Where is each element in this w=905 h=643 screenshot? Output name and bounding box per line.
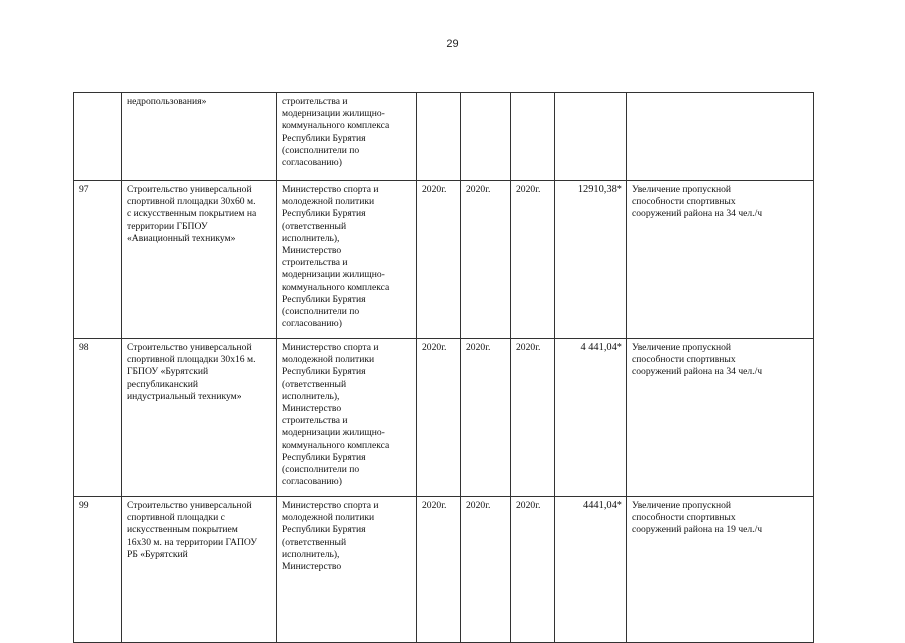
table-row <box>74 181 814 339</box>
measure-name-cell: Строительство универсальной спортивной площадки 30х60 м. с искусственным покрытием на территории ГБПОУ «Авиационный техникум» <box>122 181 277 339</box>
result-cell: Увеличение пропускной способности спортивных сооружений района на 34 чел./ч <box>627 181 814 339</box>
measure-name-cell: Строительство универсальной спортивной площадки с искусственным покрытием 16х30 м. на территории ГАПОУ РБ «Бурятский <box>122 497 277 643</box>
year-start-cell: 2020г. <box>417 339 461 497</box>
year-start-cell: 2020г. <box>417 181 461 339</box>
result-cell <box>627 93 814 181</box>
year-start-cell: 2020г. <box>417 497 461 643</box>
row-number-cell <box>74 93 122 181</box>
year-mid-cell <box>461 93 511 181</box>
year-mid-cell: 2020г. <box>461 181 511 339</box>
year-end-cell: 2020г. <box>511 339 555 497</box>
measure-name-cell: Строительство универсальной спортивной площадки 30х16 м. ГБПОУ «Бурятский республиканский индустриальный техникум» <box>122 339 277 497</box>
amount-cell: 12910,38* <box>555 181 627 339</box>
row-number-cell: 97 <box>74 181 122 339</box>
table-row <box>74 93 814 181</box>
table-row <box>74 339 814 497</box>
amount-cell <box>555 93 627 181</box>
amount-cell: 4 441,04* <box>555 339 627 497</box>
year-end-cell <box>511 93 555 181</box>
measures-table <box>73 92 814 643</box>
executor-cell: Министерство спорта и молодежной политики Республики Бурятия (ответственный исполнитель), Министерство строительства и модернизации жилищно- коммунального комплекса Республики Бурятия (соисполнители по согласованию) <box>277 181 417 339</box>
page-number: 29 <box>446 38 459 50</box>
year-end-cell: 2020г. <box>511 497 555 643</box>
row-number-cell: 99 <box>74 497 122 643</box>
executor-cell: Министерство спорта и молодежной политики Республики Бурятия (ответственный исполнитель), Министерство строительства и модернизации жилищно- коммунального комплекса Республики Бурятия (соисполнители по согласованию) <box>277 339 417 497</box>
result-cell: Увеличение пропускной способности спортивных сооружений района на 34 чел./ч <box>627 339 814 497</box>
executor-cell: Министерство спорта и молодежной политики Республики Бурятия (ответственный исполнитель), Министерство <box>277 497 417 643</box>
measure-name-cell: недропользования» <box>122 93 277 181</box>
year-end-cell: 2020г. <box>511 181 555 339</box>
year-mid-cell: 2020г. <box>461 497 511 643</box>
row-number-cell: 98 <box>74 339 122 497</box>
year-start-cell <box>417 93 461 181</box>
amount-cell: 4441,04* <box>555 497 627 643</box>
executor-cell: строительства и модернизации жилищно- коммунального комплекса Республики Бурятия (соисполнители по согласованию) <box>277 93 417 181</box>
year-mid-cell: 2020г. <box>461 339 511 497</box>
result-cell: Увеличение пропускной способности спортивных сооружений района на 19 чел./ч <box>627 497 814 643</box>
table-row <box>74 497 814 643</box>
